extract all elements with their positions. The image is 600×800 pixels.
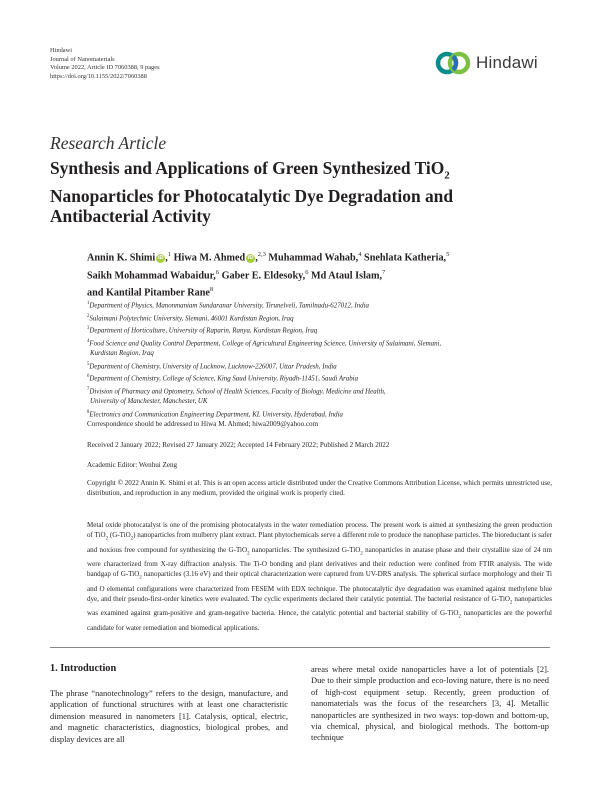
article-title bbox=[50, 158, 550, 227]
orcid-icon[interactable]: iD bbox=[157, 255, 164, 262]
body-column-right: areas where metal oxide nanoparticles have a lot of potentials [2]. Due to their simple production and eco-loving nature, there is no need of high-cost equipment setup. Recently, green production of nanomaterials was the focus of the researchers [3, 4]. Metallic nanoparticles are synthesized in two ways: top-down and bottom-up, via chemical, physical, and biological methods. The bottom-up technique bbox=[311, 664, 549, 743]
affiliation-item bbox=[87, 299, 552, 312]
affiliation-text: Department of Physics, Manonmaniam Sundaranar University, Tirunelveli, Tamilnadu-627012, India bbox=[89, 302, 369, 310]
author-list: Annin K. Shimi iD ,$^1$ Hiwa M. Ahmed iD ,$^{2,3}$ Muhammad Wahab,$^4$ Snehlata Katheria,$^5$ Saikh Mohammad Wabaidur,$^6$ Gaber E. Eldesoky,$^6$ Md Ataul Islam,$^7$ and Kantilal Pitamber Rane$^8$ bbox=[87, 251, 450, 299]
hindawi-logo-icon bbox=[435, 48, 471, 78]
affiliation-item bbox=[87, 337, 552, 350]
section-heading-introduction: 1. Introduction bbox=[50, 663, 117, 674]
author-affil-sup: 6 bbox=[305, 268, 309, 276]
author-affil-sup: 4 bbox=[358, 251, 362, 258]
affiliation-number: 8 bbox=[87, 409, 90, 415]
author-affil-sup: 8 bbox=[209, 286, 214, 294]
title-part-1: Synthesis and Applications of Green Synthesized TiO bbox=[50, 158, 445, 178]
author-affil-sup: 7 bbox=[382, 268, 386, 276]
subscript: 2 bbox=[105, 536, 109, 542]
affiliation-item bbox=[87, 408, 552, 421]
section-divider bbox=[50, 647, 550, 648]
abstract bbox=[87, 520, 552, 633]
affiliation-number: 6 bbox=[87, 374, 90, 380]
author-affil-sup: 2,3 bbox=[257, 251, 266, 258]
affiliation-continuation: Kurdistan Region, Iraq bbox=[90, 350, 154, 358]
abstract-text: ) nanoparticles from mulberry plant extract. Plant phytochemicals serve a different role to produce the nanophase particles. The bioreductant is safer and noxious free compound for synthesizing the G-TiO bbox=[87, 531, 553, 554]
affiliation-list bbox=[87, 299, 552, 420]
affiliation-number: 7 bbox=[87, 386, 90, 392]
affiliation-number: 4 bbox=[87, 338, 90, 344]
subscript: 2 bbox=[360, 551, 363, 556]
author-name[interactable]: Saikh Mohammad Wabaidur, bbox=[87, 270, 216, 282]
author-name[interactable]: Hiwa M. Ahmed bbox=[173, 252, 246, 264]
author-affil-sup: 5 bbox=[446, 251, 450, 258]
abstract-text: nanoparticles was examined against gram-positive and gram-negative bacteria. Hence, the catalytic potential and bacterial stability of G-TiO bbox=[87, 594, 552, 618]
affiliation-text: Department of Horticulture, University of Raparin, Ranya, Kurdistan Region, Iraq bbox=[89, 327, 318, 335]
affiliation-text: Department of Chemistry, University of Lucknow, Lucknow-226007, Uttar Pradesh, India bbox=[89, 362, 337, 370]
author-affil-sup: 6 bbox=[215, 268, 220, 276]
hindawi-logo[interactable] bbox=[435, 48, 538, 78]
affiliation-item bbox=[87, 385, 552, 398]
copyright-notice: Copyright © 2022 Annin K. Shimi et al. This is an open access article distributed under the Creative Commons Attribution License, which permits unrestricted use, distribution, and reproduction in any medium, provided the original work is properly cited. bbox=[87, 479, 552, 498]
affiliation-item bbox=[87, 360, 552, 373]
abstract-text: nanoparticles are the powerful candidate for water remediation and biomedical applications. bbox=[87, 609, 552, 632]
correspondence-line: Correspondence should be addressed to Hiwa M. Ahmed; hiwa2009@yahoo.com bbox=[87, 420, 319, 428]
abstract-text: nanoparticles. The synthesized G-TiO bbox=[249, 545, 361, 554]
subscript: 2 bbox=[130, 536, 134, 542]
affiliation-number: 2 bbox=[87, 313, 90, 319]
volume-line: Volume 2022, Article ID 7060388, 9 pages bbox=[50, 64, 160, 72]
article-type: Research Article bbox=[50, 133, 167, 153]
abstract-text: nanoparticles (3.16 eV) and their optical characterization were captured from UV-DRS analysis. The spherical surface morphology and their Ti and O elemental configurations were characterized from FESEM with EDX technique. The photocatalytic dye degradation was examined against methylene blue dye, and their pseudo-first-order kinetics were evaluated. The cyclic experiments declared their catalytic potential. The bacterial resistance of G-TiO bbox=[87, 570, 553, 603]
logo-text: Hindawi bbox=[476, 53, 538, 72]
subscript: 2 bbox=[139, 575, 142, 581]
academic-editor: Academic Editor: Wenhui Zeng bbox=[87, 461, 178, 469]
orcid-icon[interactable]: iD bbox=[247, 255, 254, 262]
title-part-2: Nanoparticles for Photocatalytic Dye Degradation and Antibacterial Activity bbox=[50, 185, 453, 227]
affiliation-text: Department of Chemistry, College of Science, King Saud University, Riyadh-11451, Saudi Arabia bbox=[89, 375, 359, 383]
affiliation-number: 5 bbox=[87, 361, 90, 367]
publisher-name: Hindawi bbox=[50, 47, 73, 54]
author-affil-sup: 1 bbox=[167, 251, 172, 258]
abstract-text: nanoparticles in anatase phase and their crystallite size of 24 nm were characterized from X-ray diffraction analysis. The Ti-O bonding and plant derivatives and their reduction were confined from FTIR analysis. The wide bandgap of G-TiO bbox=[87, 545, 552, 579]
affiliation-number: 1 bbox=[87, 301, 90, 306]
author-name[interactable]: Gaber E. Eldesoky, bbox=[221, 270, 306, 282]
title-subscript: 2 bbox=[444, 169, 450, 182]
publication-dates: Received 2 January 2022; Revised 27 January 2022; Accepted 14 February 2022; Published 2 March 2022 bbox=[87, 441, 390, 449]
affiliation-number: 3 bbox=[87, 326, 90, 332]
author-name[interactable]: Md Ataul Islam, bbox=[311, 270, 383, 282]
journal-name: Journal of Nanomaterials bbox=[50, 55, 115, 63]
affiliation-text: Sulaimani Polytechnic University, Slemani, 46001 Kurdistan Region, Iraq bbox=[89, 314, 294, 322]
journal-meta bbox=[50, 47, 160, 81]
affiliation-text: Food Science and Quality Control Department, College of Agricultural Engineering Science, University of Sulaimani, Slemani, bbox=[89, 340, 442, 348]
abstract-text: (G-TiO bbox=[108, 531, 131, 540]
doi-link[interactable]: https://doi.org/10.1155/2022/7060388 bbox=[50, 72, 147, 80]
author-name[interactable]: Snehlata Katheria, bbox=[364, 252, 447, 264]
subscript: 2 bbox=[247, 551, 250, 556]
subscript: 2 bbox=[510, 600, 513, 606]
affiliation-text: Division of Pharmacy and Optometry, School of Health Sciences, Faculty of Biology, Medicine and Health, bbox=[89, 388, 386, 396]
body-column-left: The phrase “nanotechnology” refers to the design, manufacture, and application of functional structures with at least one characteristic dimension measured in nanometers [1]. Catalysis, optical, electric, and magnetic characteristics, diagnostics, biological probes, and display devices are all bbox=[50, 688, 288, 744]
author-name[interactable]: and Kantilal Pitamber Rane bbox=[87, 287, 210, 299]
subscript: 2 bbox=[458, 614, 461, 620]
affiliation-item bbox=[87, 324, 552, 337]
author-name[interactable]: Annin K. Shimi bbox=[87, 252, 156, 264]
author-name[interactable]: Muhammad Wahab, bbox=[268, 252, 359, 264]
affiliation-item bbox=[87, 312, 552, 325]
abstract-text: Metal oxide photocatalyst is one of the promising photocatalysts in the water remediation process. The present work is aimed at synthesizing the green production of TiO bbox=[87, 521, 552, 540]
affiliation-text: Electronics and Communication Engineering Department, KL University, Hyderabad, India bbox=[89, 411, 343, 419]
affiliation-continuation: University of Manchester, Manchester, UK bbox=[90, 398, 208, 406]
affiliation-item bbox=[87, 372, 552, 385]
